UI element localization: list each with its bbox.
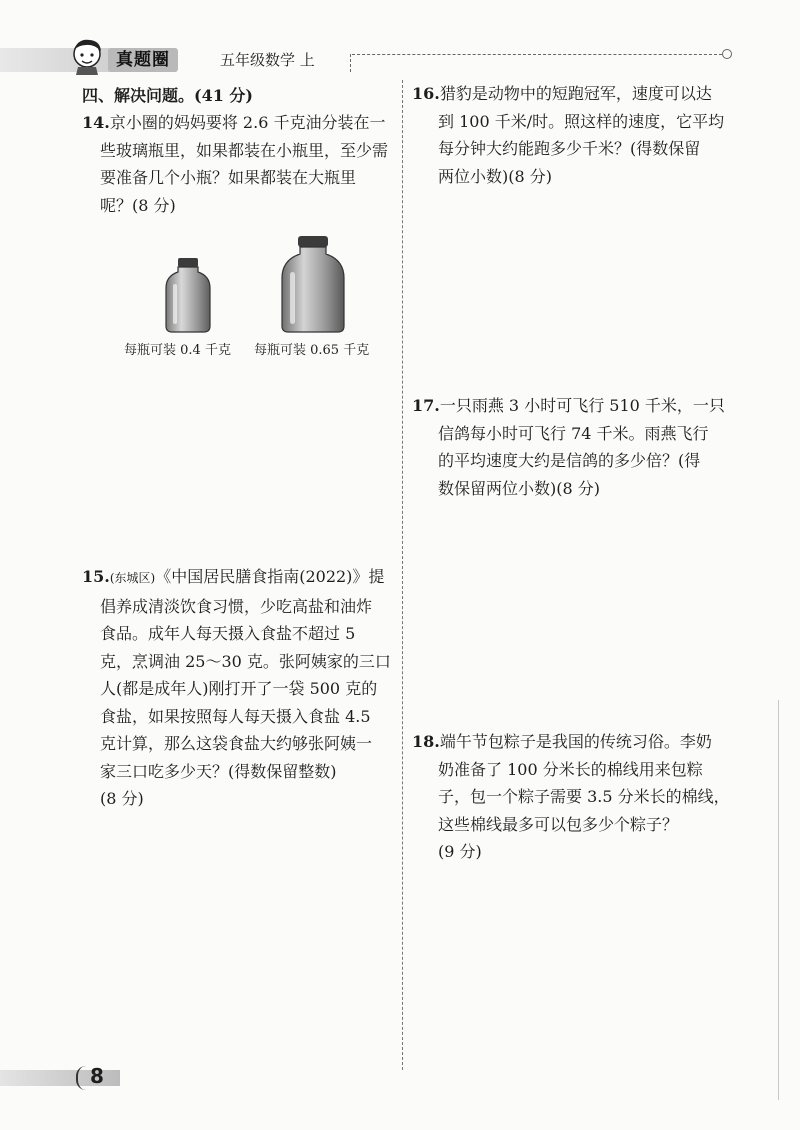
large-jar-caption: 每瓶可装 0.65 千克 [254, 343, 370, 358]
question-number: 15. [82, 567, 110, 586]
header-divider [350, 54, 351, 72]
header-rule [352, 54, 722, 55]
question-text-line: 家三口吃多少天？(得数保留整数) [100, 761, 337, 781]
question-text-line: 两位小数)(8 分) [438, 166, 552, 186]
subject-label: 五年级数学 上 [220, 51, 315, 69]
question-text-line: 京小圈的妈妈要将 2.6 千克油分装在一 [109, 113, 386, 132]
brand-label: 真题圈 [108, 48, 178, 72]
question-text-line: 端午节包粽子是我国的传统习俗。李奶 [439, 732, 712, 751]
column-divider [402, 80, 403, 1070]
question-text-line: (8 分) [100, 789, 144, 808]
question-text-line: 猎豹是动物中的短跑冠军，速度可以达 [439, 84, 712, 103]
question-14 [82, 109, 392, 219]
page-number: 8 [90, 1064, 104, 1088]
small-jar-illustration [160, 256, 216, 334]
question-text-line: 食品。成年人每天摄入食盐不超过 5 [100, 624, 356, 643]
question-number: 16. [412, 84, 440, 103]
question-text-line: 些玻璃瓶里，如果都装在小瓶里，至少需 [100, 140, 389, 160]
question-text-line: 到 100 千米/时。照这样的速度，它平均 [438, 111, 725, 131]
large-jar-illustration [276, 234, 350, 334]
question-text-line: 克计算，那么这袋食盐大约够张阿姨一 [100, 734, 373, 753]
question-text-line: 《中国居民膳食指南(2022)》提 [155, 567, 385, 586]
question-text-line: 克，烹调油 25～30 克。张阿姨家的三口 [100, 651, 391, 671]
question-number: 14. [82, 113, 110, 132]
page-header [0, 36, 800, 76]
question-16 [412, 80, 772, 190]
question-text-line: 一只雨燕 3 小时可飞行 510 千米，一只 [439, 396, 725, 415]
header-rule-end-icon [722, 49, 732, 59]
question-text-line: 呢？(8 分) [100, 195, 176, 215]
region-tag: (东城区) [109, 571, 156, 585]
question-number: 17. [412, 396, 440, 415]
question-text-line: 子，包一个粽子需要 3.5 分米长的棉线， [438, 787, 730, 806]
section-title: 四、解决问题。(41 分) [82, 86, 253, 105]
question-text-line: 倡养成清淡饮食习惯，少吃高盐和油炸 [100, 596, 373, 616]
question-text-line: 奶准备了 100 分米长的棉线用来包粽 [438, 759, 703, 779]
question-17 [412, 392, 772, 502]
small-jar-caption: 每瓶可装 0.4 千克 [124, 343, 231, 358]
mascot-icon [66, 36, 108, 76]
question-text-line: 每分钟大约能跑多少千米？(得数保留 [438, 139, 701, 158]
question-18 [412, 728, 772, 866]
question-text-line: (9 分) [438, 842, 482, 861]
question-text-line: 人(都是成年人)刚打开了一袋 500 克的 [100, 679, 378, 698]
question-text-line: 数保留两位小数)(8 分) [438, 478, 600, 498]
page-edge [778, 700, 779, 1100]
question-text-line: 这些棉线最多可以包多少个粽子？ [438, 814, 679, 834]
question-text-line: 的平均速度大约是信鸽的多少倍？(得 [438, 451, 701, 470]
question-15 [82, 563, 392, 813]
question-number: 18. [412, 732, 440, 751]
question-text-line: 食盐，如果按照每人每天摄入食盐 4.5 [100, 706, 371, 726]
question-text-line: 要准备几个小瓶？如果都装在大瓶里 [100, 168, 357, 187]
question-text-line: 信鸽每小时可飞行 74 千米。雨燕飞行 [438, 423, 709, 443]
